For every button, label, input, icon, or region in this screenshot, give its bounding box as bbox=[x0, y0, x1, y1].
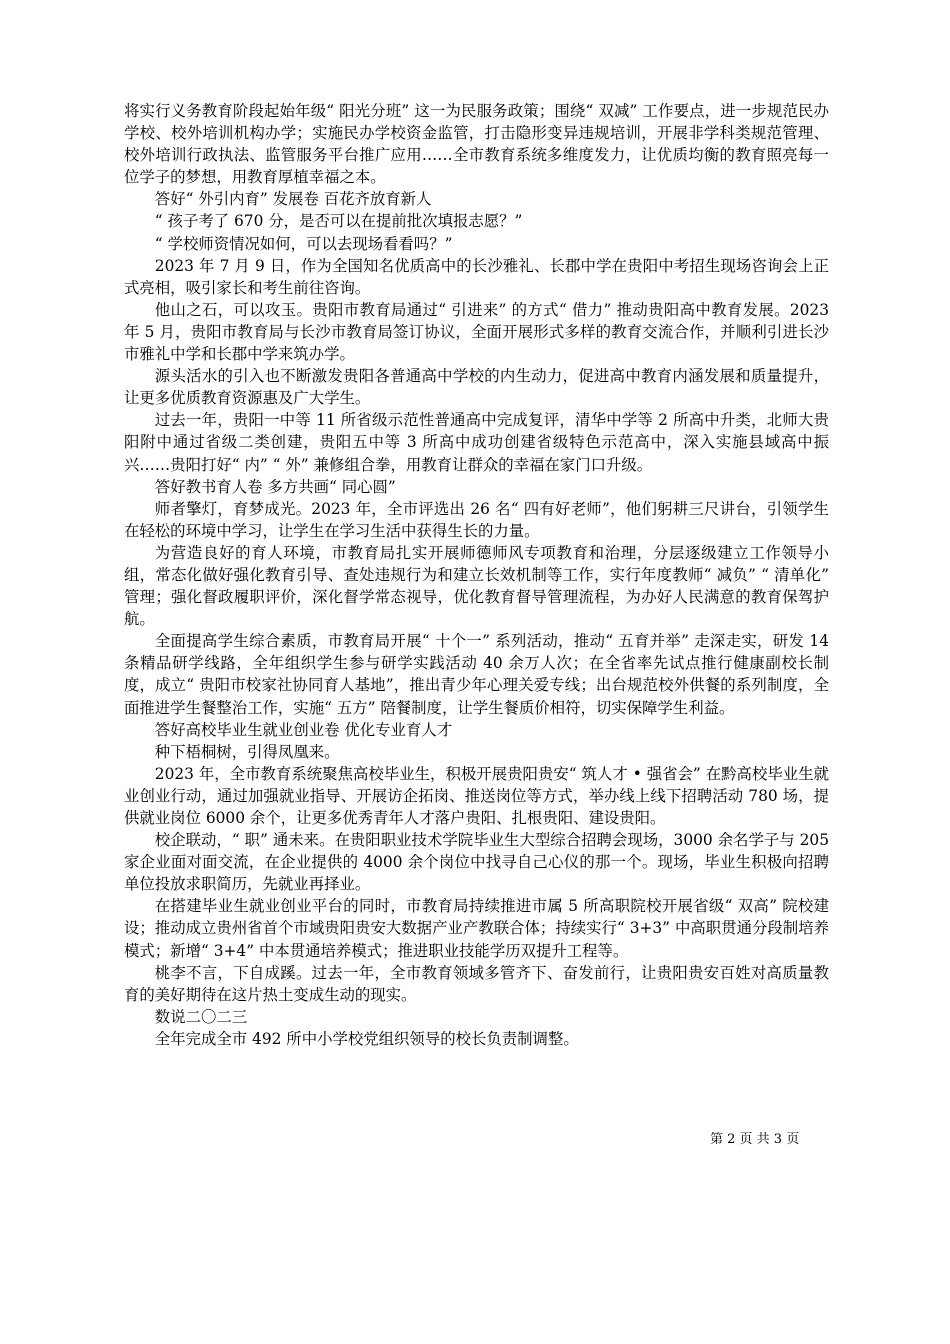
section-heading-teaching: 答好教书育人卷 多方共画“ 同心圆” bbox=[154, 477, 396, 496]
paragraph: 种下梧桐树，引得凤凰来。 bbox=[154, 742, 340, 761]
paragraph: 全年完成全市 492 所中小学校党组织领导的校长负责制调整。 bbox=[154, 1029, 579, 1048]
paragraph: 桃李不言，下自成蹊。过去一年，全市教育领域多管齐下、奋发前行，让贵阳贵安百姓对高质量教育的美好期待在这片热土变成生动的现实。 bbox=[124, 963, 829, 1004]
paragraph: 师者擎灯，育梦成光。2023 年，全市评选出 26 名“ 四有好老师”，他们躬耕三尺讲台，引领学生在轻松的环境中学习，让学生在学习生活中获得生长的力量。 bbox=[124, 499, 829, 540]
section-heading-employment: 答好高校毕业生就业创业卷 优化专业育人才 bbox=[154, 720, 453, 739]
quote-question-teachers: “ 学校师资情况如何，可以去现场看看吗？” bbox=[154, 234, 453, 253]
paragraph: 2023 年 7 月 9 日，作为全国知名优质高中的长沙雅礼、长郡中学在贵阳中考招生现场咨询会上正式亮相，吸引家长和考生前往咨询。 bbox=[124, 256, 829, 297]
page-number-footer: 第 2 页 共 3 页 bbox=[710, 1132, 800, 1147]
section-heading-numbers: 数说二〇二三 bbox=[154, 1007, 248, 1026]
paragraph-continuation: 将实行义务教育阶段起始年级“ 阳光分班” 这一为民服务政策；围绕“ 双减” 工作要点，进一步规范民办学校、校外培训机构办学；实施民办学校资金监管，打击隐形变异违规培训，开展非学科类规范管理、校外培训行政执法、监管服务平台推广应用……全市教育系统多维度发力，让优质均衡的教育照亮每一位学子的梦想，用教育厚植幸福之本。 bbox=[124, 102, 829, 187]
paragraph: 全面提高学生综合素质，市教育局开展“ 十个一” 系列活动，推动“ 五育并举” 走深走实，研发 14 条精品研学线路，全年组织学生参与研学实践活动 40 余万人次；在全省率先试点推行健康副校长制度，成立“ 贵阳市校家社协同育人基地”，推出青少年心理关爱专线；出台规范校外供餐的系列制度，全面推进学生餐整治工作，实施“ 五方” 陪餐制度，让学生餐质价相符，切实保障学生利益。 bbox=[124, 632, 829, 717]
paragraph: 过去一年，贵阳一中等 11 所省级示范性普通高中完成复评，清华中学等 2 所高中升类，北师大贵阳附中通过省级二类创建，贵阳五中等 3 所高中成功创建省级特色示范高中，深入实施县域高中振兴……贵阳打好“ 内” “ 外” 兼修组合拳，用教育让群众的幸福在家门口升级。 bbox=[124, 411, 829, 474]
article-body bbox=[124, 100, 829, 1050]
paragraph: 他山之石，可以攻玉。贵阳市教育局通过“ 引进来” 的方式“ 借力” 推动贵阳高中教育发展。2023 年 5 月，贵阳市教育局与长沙市教育局签订协议，全面开展形式多样的教育交流合作，并顺利引进长沙市雅礼中学和长郡中学来筑办学。 bbox=[124, 300, 829, 364]
paragraph: 2023 年，全市教育系统聚焦高校毕业生，积极开展贵阳贵安“ 筑人才 • 强省会” 在黔高校毕业生就业创业行动，通过加强就业指导、开展访企拓岗、推送岗位等方式，举办线上线下招聘活动 780 场，提供就业岗位 6000 余个，让更多优秀青年人才落户贵阳、扎根贵阳、建设贵阳。 bbox=[124, 764, 829, 827]
paragraph: 在搭建毕业生就业创业平台的同时，市教育局持续推进市属 5 所高职院校开展省级“ 双高” 院校建设；推动成立贵州省首个市域贵阳贵安大数据产业产教联合体；持续实行“ 3+3” 中高职贯通分段制培养模式；新增“ 3+4” 中本贯通培养模式；推进职业技能学历双提升工程等。 bbox=[124, 897, 829, 960]
paragraph: 为营造良好的育人环境，市教育局扎实开展师德师风专项教育和治理，分层逐级建立工作领导小组，常态化做好强化教育引导、查处违规行为和建立长效机制等工作，实行年度教师“ 减负” “ 清单化” 管理；强化督政履职评价，深化督学常态视导，优化教育督导管理流程，为办好人民满意的教育保驾护航。 bbox=[124, 543, 829, 629]
paragraph: 源头活水的引入也不断激发贵阳各普通高中学校的内生动力，促进高中教育内涵发展和质量提升，让更多优质教育资源惠及广大学生。 bbox=[124, 367, 829, 408]
quote-question-score: “ 孩子考了 670 分，是否可以在提前批次填报志愿？” bbox=[154, 212, 523, 231]
paragraph: 校企联动，“ 职” 通未来。在贵阳职业技术学院毕业生大型综合招聘会现场，3000 余名学子与 205 家企业面对面交流，在企业提供的 4000 余个岗位中找寻自己心仪的那一个。现场，毕业生积极向招聘单位投放求职简历，先就业再择业。 bbox=[124, 831, 829, 894]
section-heading-external-internal: 答好“ 外引内育” 发展卷 百花齐放育新人 bbox=[154, 190, 432, 209]
